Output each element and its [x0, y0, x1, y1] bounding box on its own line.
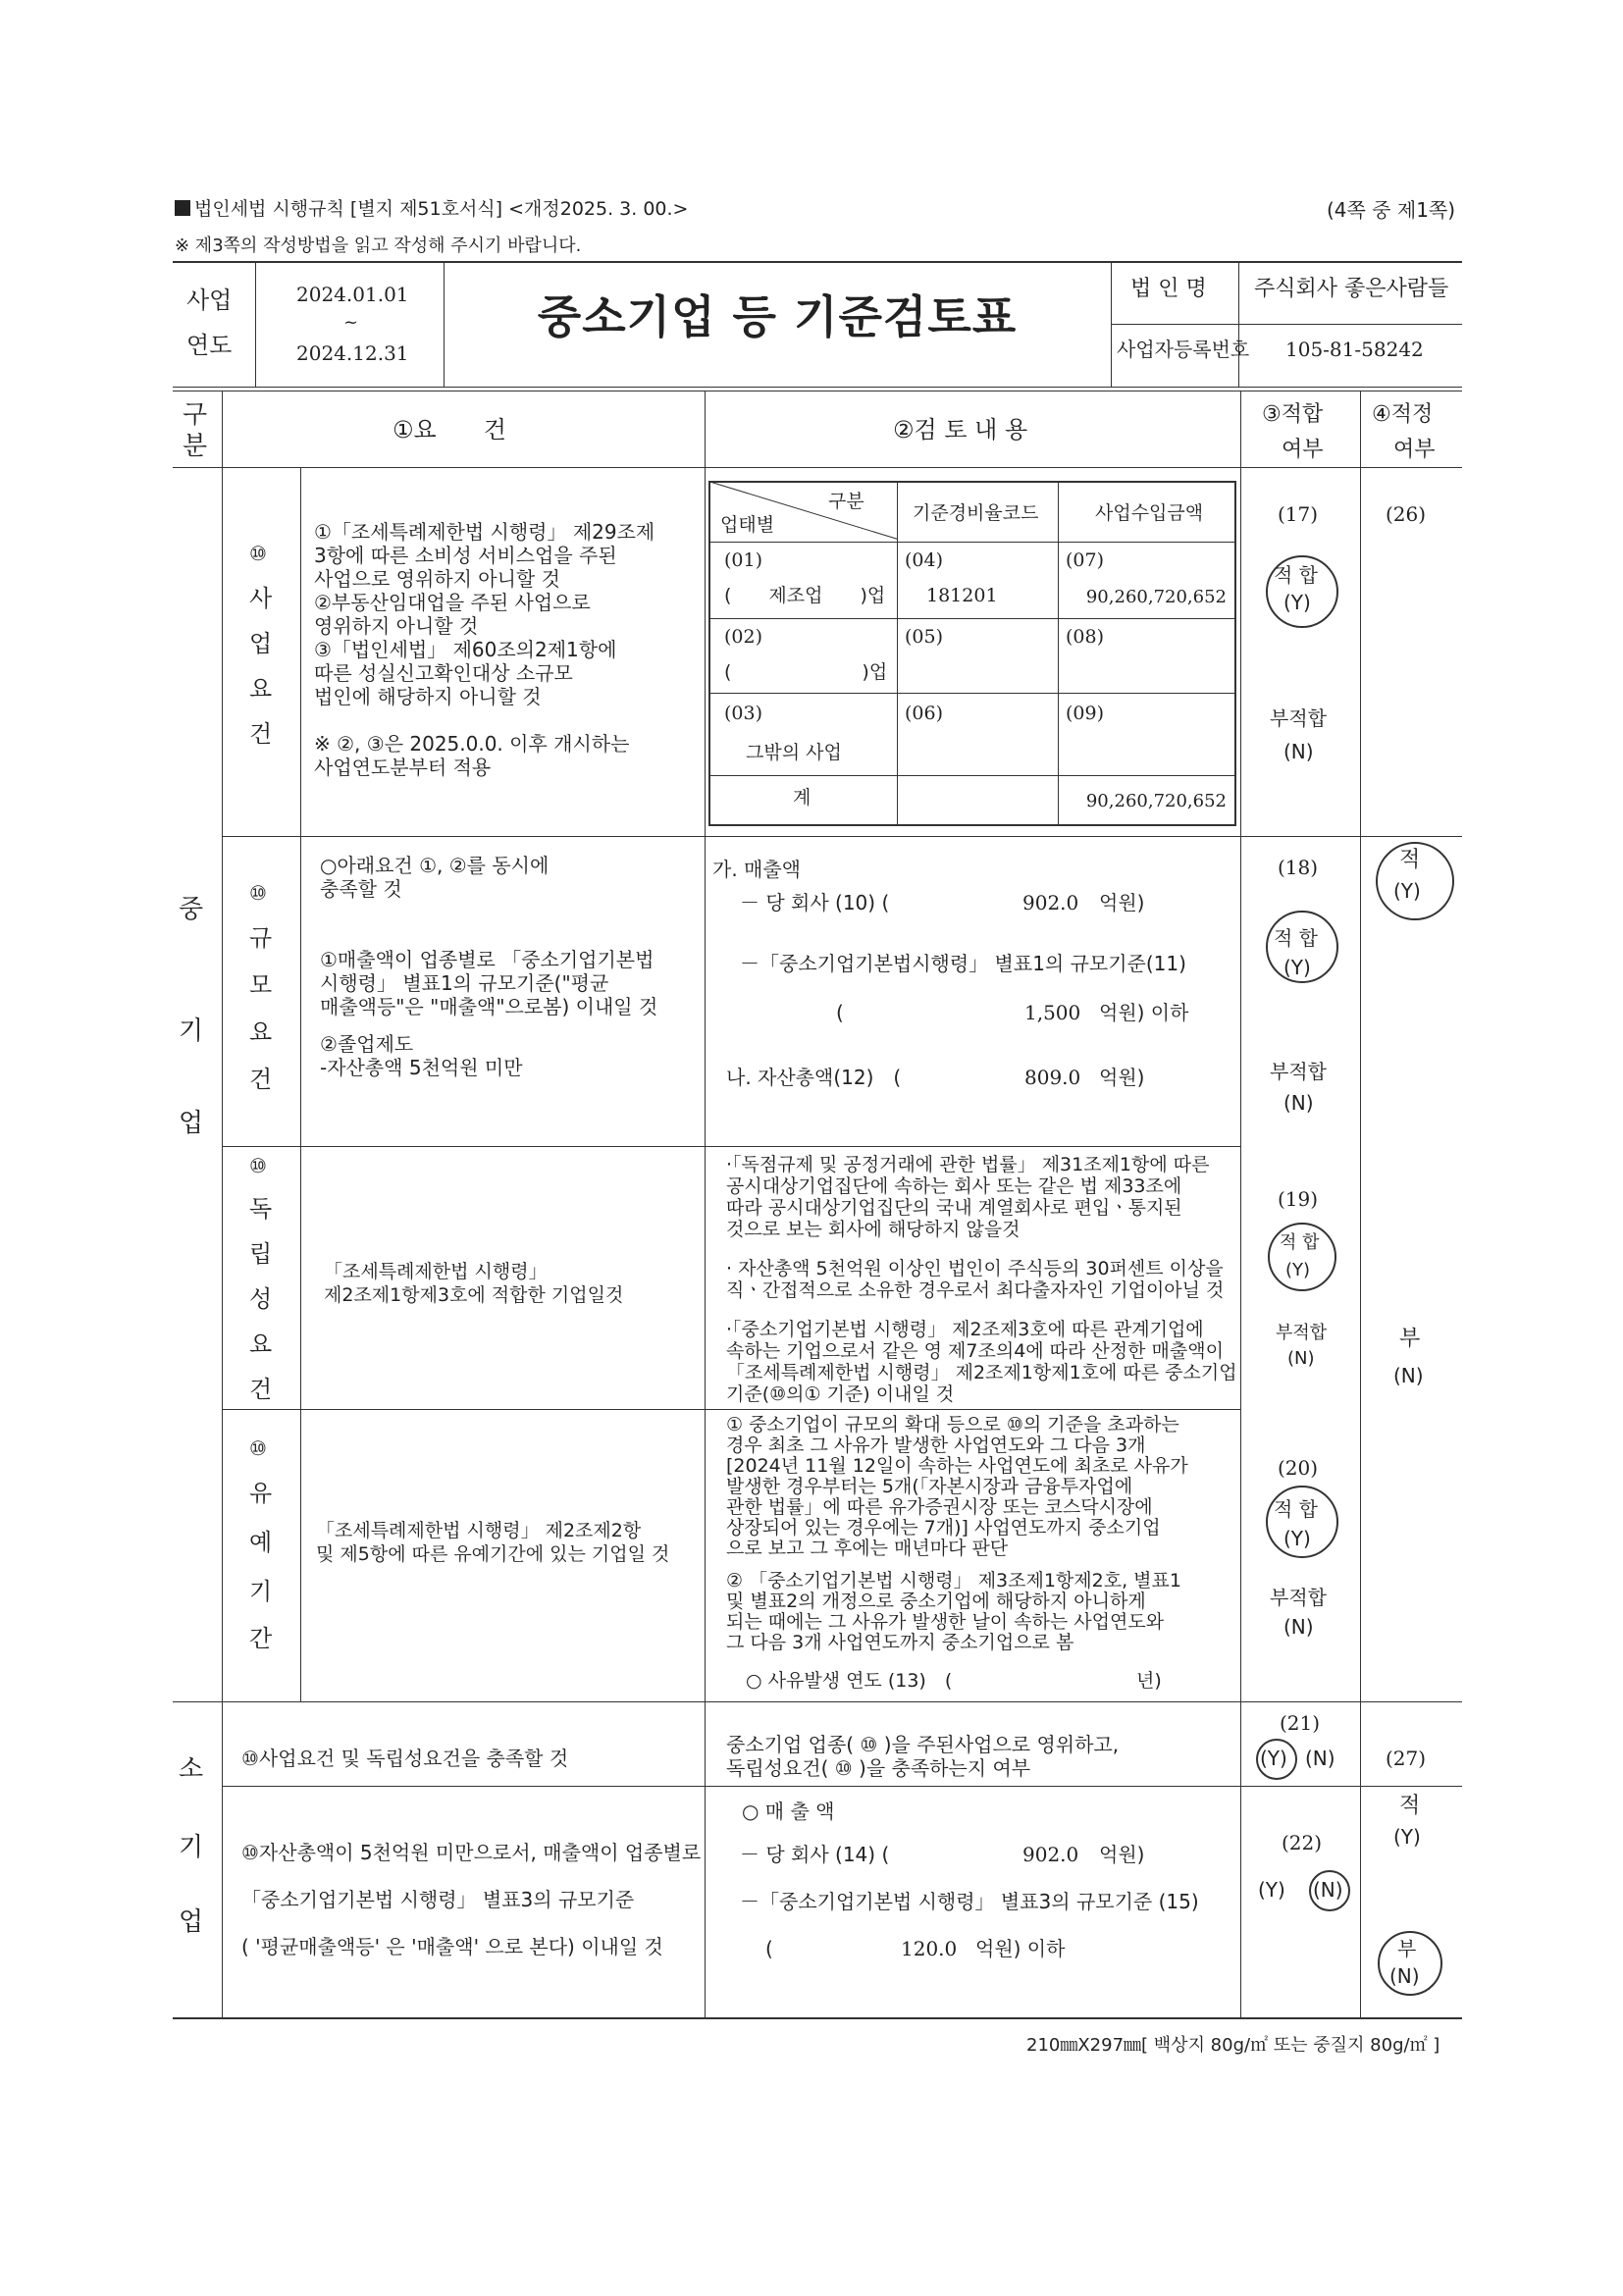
row-label: 건	[249, 720, 273, 748]
divider	[1238, 261, 1239, 387]
row-label: 사	[249, 585, 273, 612]
row-number: ⑩	[249, 881, 267, 905]
review-text: (	[765, 1937, 773, 1960]
row-label: 성	[249, 1285, 273, 1313]
cell-code: (04)	[905, 549, 944, 571]
review-text: 억원) 이하	[1099, 1001, 1189, 1024]
table-header-kind: 구분	[828, 491, 864, 512]
review-text: 중소기업 업종( ⑩ )을 주된사업으로 영위하고, 독립성요건( ⑩ )을 충족하는지 여부	[726, 1733, 1120, 1780]
instruction-note: ※ 제3쪽의 작성방법을 읽고 작성해 주시기 바랍니다.	[175, 235, 582, 256]
divider	[173, 1701, 1462, 1702]
row-label: 건	[249, 1376, 273, 1403]
review-text: － 당 회사 (14) (	[740, 1843, 890, 1866]
divider	[1111, 324, 1462, 325]
cell-code: (08)	[1066, 626, 1105, 648]
table-header-code: 기준경비율코드	[913, 502, 1039, 524]
side-label-sme: 중	[179, 895, 204, 924]
cell-type: 그밖의 사업	[746, 742, 842, 763]
fit-no: (N)	[1283, 740, 1314, 763]
row-number: ⑩	[249, 1436, 267, 1460]
requirement-text: 「조세특례제한법 시행령」 제2조제1항제3호에 적합한 기업일것	[324, 1261, 624, 1306]
fit-yes: 적 합	[1274, 926, 1318, 950]
category-header: 구 분	[183, 400, 208, 461]
divider	[222, 1409, 1240, 1410]
fit-no: (N)	[1287, 1348, 1315, 1369]
business-year-label: 연도	[186, 332, 233, 359]
row-number: ⑩	[249, 542, 267, 565]
requirement-text: ①「조세특례제한법 시행령」 제29조제 3항에 따른 소비성 서비스업을 주된 사업으로 영위하지 아니할 것 ②부동산임대업을 주된 사업으로 영위하지 아니할 것 ③「법인세법」 제60조의2제1항에 따른 성실신고확인대상 소규모 법인에 해당하지 아니할 것 ※ ②, ③은 2025.0.0. 이후 개시하는 사업연도분부터 적용	[314, 520, 655, 779]
divider	[705, 391, 706, 2017]
cell-value: 90,260,720,652	[1085, 587, 1227, 607]
regulation-text: 법인세법 시행규칙 [별지 제51호서식] <개정2025. 3. 00.>	[194, 198, 689, 220]
review-text: 억원) 이하	[975, 1937, 1066, 1960]
row-label: 립	[249, 1240, 273, 1268]
row-label: 요	[249, 1018, 273, 1046]
row-label: 유	[249, 1480, 273, 1507]
fit-no: (N)	[1313, 1878, 1343, 1902]
requirement-text: ⑩사업요건 및 독립성요건을 충족할 것	[241, 1747, 569, 1770]
bottom-border	[173, 2017, 1462, 2019]
fit-code: (20)	[1278, 1456, 1319, 1480]
divider	[1240, 391, 1241, 2017]
row-number: ⑩	[249, 1154, 267, 1177]
cell-code: (02)	[724, 626, 763, 648]
fit-header: ③적합	[1262, 402, 1324, 427]
proper-yes: 적	[1399, 848, 1421, 872]
requirement-text: 「조세특례제한법 시행령」 제2조제2항 및 제5항에 따른 유예기간에 있는 기업일 것	[316, 1520, 670, 1565]
requirement-text: ⑩자산총액이 5천억원 미만으로서, 매출액이 업종별로 「중소기업기본법 시행령」 별표3의 규모기준 ( '평균매출액등' 은 '매출액' 으로 본다) 이내일 것	[241, 1841, 702, 1958]
divider	[1111, 261, 1112, 387]
period-end: 2024.12.31	[296, 341, 409, 365]
cell-code: (01)	[724, 549, 763, 571]
side-label-small: 기	[179, 1833, 204, 1862]
proper-no: (N)	[1389, 1964, 1420, 1988]
fit-no: (N)	[1283, 1615, 1314, 1639]
row-label: 규	[249, 924, 273, 952]
fit-header: 여부	[1282, 438, 1324, 462]
corp-name-label: 법 인 명	[1130, 277, 1207, 301]
review-text: － 당 회사 (10) (	[740, 891, 890, 914]
table-header-amount: 사업수입금액	[1095, 502, 1204, 524]
paper-spec: 210㎜X297㎜[ 백상지 80g/㎡ 또는 중질지 80g/㎡ ]	[1026, 2035, 1440, 2056]
row-label: 독	[249, 1195, 273, 1223]
review-value: 902.0	[1022, 891, 1079, 914]
divider	[708, 693, 1236, 694]
review-text: ① 중소기업이 규모의 확대 등으로 ⑩의 기준을 초과하는 경우 최초 그 사유가 발생한 사업연도와 그 다음 3개 [2024년 11월 12일이 속하는 사업연도에 최초로 사유가 발생한 경우부터는 5개(「자본시장과 금융투자업에 관한 법률」에 따른 유가증권시장 또는 코스닥시장에 상장되어 있는 경우에는 7개)] 사업연도까지 중소기업 으로 보고 그 후에는 매년마다 판단 ② 「중소기업기본법 시행령」 제3조제1항제2호, 별표1 및 별표2의 개정으로 중소기업에 해당하지 아니하게 되는 때에는 그 사유가 발생한 날이 속하는 사업연도와 그 다음 3개 사업연도까지 중소기업으로 봄	[726, 1414, 1188, 1653]
review-text: 가. 매출액	[712, 858, 801, 881]
total-value: 90,260,720,652	[1085, 791, 1227, 811]
side-label-small: 업	[179, 1907, 204, 1937]
review-text: 나. 자산총액(12) (	[726, 1066, 902, 1089]
occur-year-end: 년)	[1136, 1670, 1162, 1692]
side-label-sme: 기	[179, 1017, 204, 1046]
page-info: (4쪽 중 제1쪽)	[1327, 198, 1456, 222]
fit-yes: (Y)	[1283, 956, 1311, 979]
fit-code: (22)	[1282, 1831, 1323, 1854]
review-text: ○ 매 출 액	[742, 1800, 835, 1823]
divider	[173, 467, 1462, 468]
divider	[300, 467, 301, 1701]
fit-no: 부적합	[1270, 706, 1327, 730]
proper-no: 부	[1397, 1937, 1417, 1960]
business-year-label: 사업	[186, 287, 233, 314]
review-text: 억원)	[1099, 1066, 1145, 1089]
review-text: 억원)	[1099, 891, 1145, 914]
divider	[708, 618, 1236, 619]
row-label: 건	[249, 1066, 273, 1093]
corp-name: 주식회사 좋은사람들	[1254, 277, 1449, 301]
cell-type: ( )업	[724, 661, 888, 683]
fit-no: 부적합	[1276, 1323, 1328, 1343]
total-label: 계	[793, 787, 812, 809]
row-label: 요	[249, 675, 273, 703]
proper-header: ④적정	[1372, 402, 1434, 427]
divider	[255, 261, 256, 387]
fit-code: (19)	[1278, 1187, 1319, 1211]
cell-code: (03)	[724, 703, 763, 724]
review-value: 902.0	[1022, 1843, 1079, 1866]
page-title: 중소기업 등 기준검토표	[537, 290, 1018, 343]
square-bullet-icon	[175, 200, 190, 216]
proper-no: (N)	[1393, 1364, 1424, 1387]
review-value: 120.0	[901, 1937, 958, 1960]
cell-code: (06)	[905, 703, 944, 724]
row-label: 요	[249, 1331, 273, 1358]
divider	[708, 775, 1236, 776]
fit-no: 부적합	[1270, 1060, 1327, 1083]
divider	[222, 1786, 1462, 1787]
reg-no-label: 사업자등록번호	[1117, 338, 1250, 361]
review-value: 1,500	[1024, 1001, 1081, 1024]
fit-yes: 적 합	[1274, 1497, 1318, 1521]
row-label: 업	[249, 630, 273, 657]
period-tilde: ~	[343, 312, 359, 333]
divider	[708, 542, 1236, 543]
top-border	[173, 261, 1462, 263]
review-text: －「중소기업기본법시행령」 별표1의 규모기준(11)	[740, 952, 1186, 975]
cell-code: (07)	[1066, 549, 1105, 571]
proper-no: 부	[1399, 1327, 1421, 1351]
occur-year-label: ○ 사유발생 연도 (13) (	[746, 1670, 953, 1692]
requirement-text: ○아래요건 ①, ②를 동시에 충족할 것 ①매출액이 업종별로 「중소기업기본법 시행령」 별표1의 규모기준("평균 매출액등"은 "매출액"으로봄) 이내일 것 ②졸업제도 -자산총액 5천억원 미만	[320, 854, 658, 1079]
fit-code: (18)	[1278, 856, 1319, 879]
fit-yes: 적 합	[1280, 1232, 1320, 1253]
fit-yes: (Y)	[1283, 591, 1311, 614]
fit-no: (N)	[1283, 1091, 1314, 1115]
fit-no: 부적합	[1270, 1586, 1327, 1609]
row-label: 간	[249, 1625, 273, 1652]
review-text: 억원)	[1099, 1843, 1145, 1866]
fit-yes: (Y)	[1283, 1527, 1311, 1550]
row-label: 예	[249, 1529, 273, 1556]
proper-yes: 적	[1399, 1794, 1421, 1818]
proper-code: (27)	[1386, 1747, 1427, 1770]
cell-code: (05)	[905, 626, 944, 648]
requirement-header: ①요 건	[393, 416, 506, 444]
proper-yes: (Y)	[1393, 879, 1421, 903]
period-start: 2024.01.01	[296, 283, 409, 306]
review-value: 809.0	[1024, 1066, 1081, 1089]
proper-header: 여부	[1393, 438, 1436, 462]
cell-code: (09)	[1066, 703, 1105, 724]
review-text: ·「독점규제 및 공정거래에 관한 법률」 제31조제1항에 따른 공시대상기업집단에 속하는 회사 또는 같은 법 제33조에 따라 공시대상기업집단의 국내 계열회사로 편입ㆍ통지된 것으로 보는 회사에 해당하지 않을것 · 자산총액 5천억원 이상인 법인이 주식등의 30퍼센트 이상을 직ㆍ간접적으로 소유한 경우로서 최다출자자인 기업이아닐 것 ·「중소기업기본법 시행령」 제2조제3호에 따른 관계기업에 속하는 기업으로서 같은 영 제7조의4에 따라 산정한 매출액이 「조세특례제한법 시행령」 제2조제1항제1호에 따른 중소기업 기준(⑩의① 기준) 이내일 것	[726, 1154, 1237, 1405]
proper-yes: (Y)	[1393, 1825, 1421, 1849]
fit-yes: (Y)	[1285, 1260, 1311, 1280]
side-label-sme: 업	[179, 1109, 204, 1138]
review-header: ②검 토 내 용	[893, 416, 1028, 444]
review-text: (	[836, 1001, 844, 1024]
row-label: 모	[249, 971, 273, 999]
fit-yes: 적 합	[1274, 563, 1318, 587]
divider	[222, 391, 223, 2017]
review-text: －「중소기업기본법 시행령」 별표3의 규모기준 (15)	[740, 1890, 1199, 1913]
table-header-type: 업태별	[720, 514, 775, 536]
fit-yes: (Y)	[1258, 1878, 1285, 1902]
fit-no: (N)	[1305, 1747, 1335, 1770]
fit-code: (17)	[1278, 502, 1319, 526]
cell-type: ( 제조업 )업	[724, 585, 886, 606]
fit-yes: (Y)	[1260, 1747, 1287, 1770]
regulation-line	[175, 198, 688, 221]
fit-code: (21)	[1280, 1711, 1321, 1735]
side-label-small: 소	[179, 1754, 204, 1784]
cell-value: 181201	[926, 585, 998, 606]
row-label: 기	[249, 1578, 273, 1605]
reg-no: 105-81-58242	[1285, 338, 1424, 361]
divider	[222, 836, 1462, 837]
divider	[222, 1146, 1240, 1147]
divider	[1360, 391, 1361, 2017]
proper-code: (26)	[1386, 502, 1427, 526]
divider	[173, 387, 1462, 388]
